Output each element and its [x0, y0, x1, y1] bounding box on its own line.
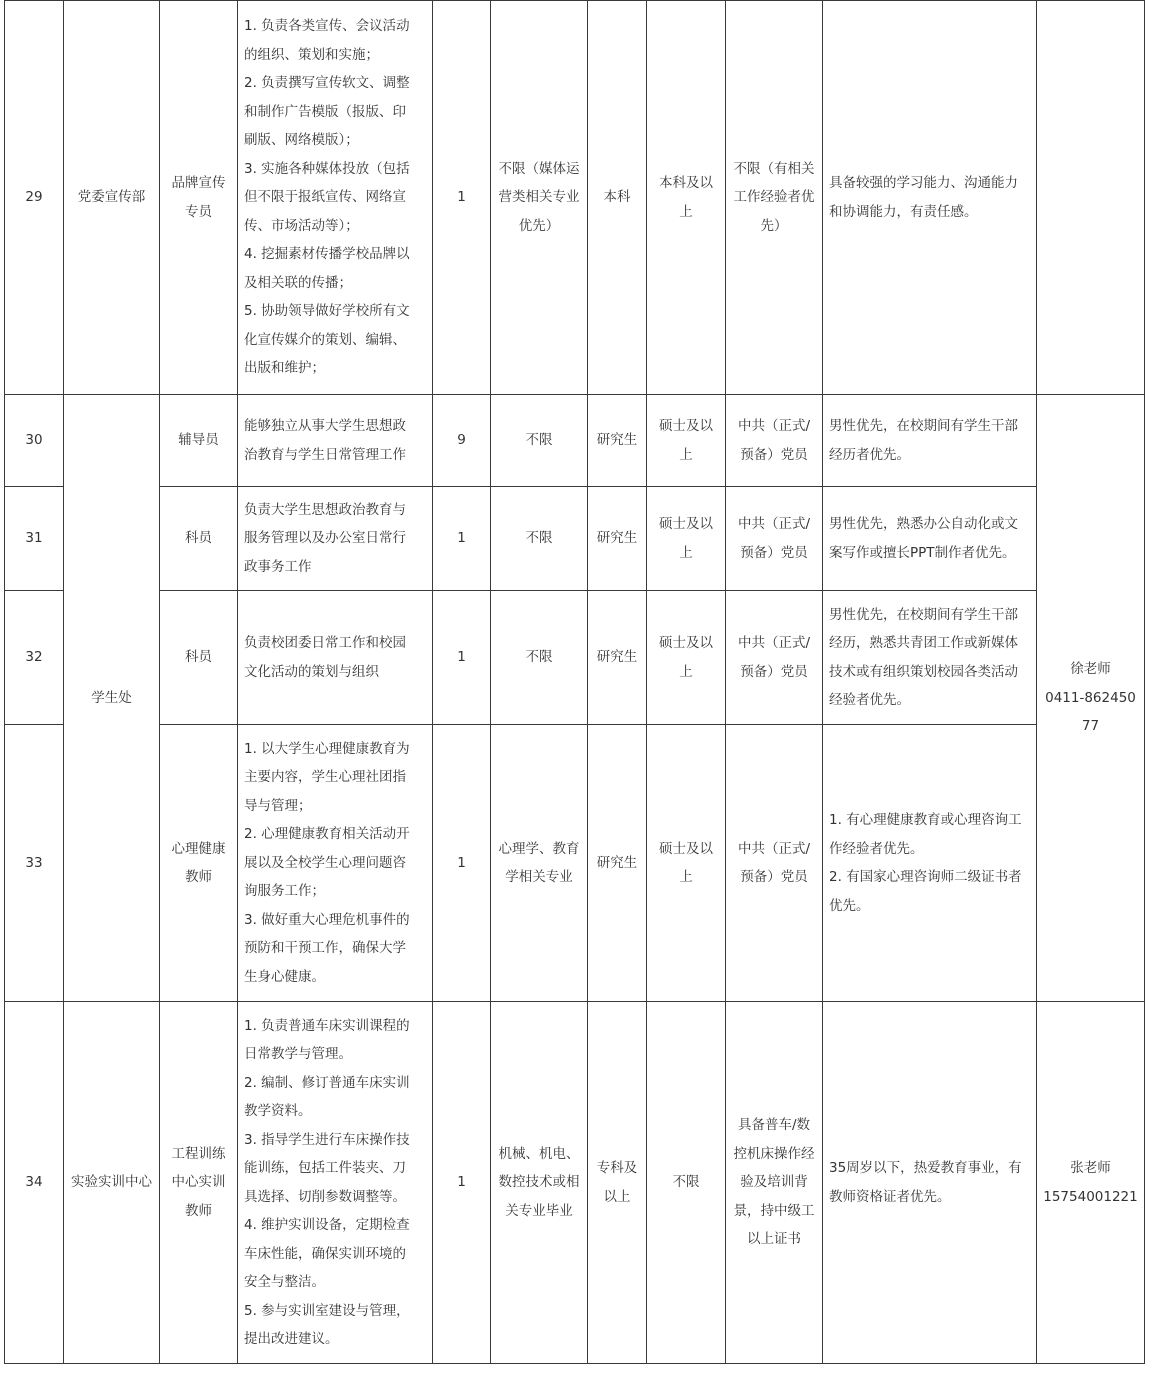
- count-cell: 1: [433, 1, 491, 395]
- major-cell: [491, 591, 588, 725]
- cell-line: 5. 参与实训室建设与管理，: [244, 1302, 410, 1319]
- cell-line: 2. 有国家心理咨询师二级证书者: [829, 869, 1022, 885]
- cell-line: 不限（有相关: [733, 160, 815, 177]
- cell-line: 学相关专业: [505, 869, 573, 885]
- count-cell: 1: [433, 591, 491, 725]
- cell-line: 预备）党员: [740, 869, 808, 885]
- cell-line: 日常教学与管理。: [244, 1046, 352, 1062]
- cell-line: 科员: [185, 530, 212, 547]
- cell-line: 预备）党员: [740, 544, 808, 561]
- cell-line: 男性优先，在校期间有学生干部: [829, 606, 1018, 623]
- position-cell: [160, 1002, 238, 1364]
- row-number: 33: [5, 725, 64, 1002]
- cell-line: 不限: [525, 530, 553, 547]
- contact-phone: 0411-86245077: [1045, 689, 1136, 735]
- duties-cell: [238, 1, 433, 395]
- cell-line: 研究生: [596, 530, 638, 547]
- count-cell: 1: [433, 1002, 491, 1364]
- table-row: [5, 1002, 1145, 1364]
- cell-line: 2. 编制、修订普通车床实训: [244, 1074, 410, 1091]
- degree-cell: [647, 1, 726, 395]
- contact-name: 张老师: [1070, 1160, 1111, 1176]
- cell-line: 负责校团委日常工作和校园: [244, 635, 406, 651]
- cell-line: 上: [679, 663, 693, 680]
- requirements-cell: [823, 1, 1037, 395]
- position-cell: [160, 725, 238, 1002]
- cell-line: 专员: [185, 203, 212, 220]
- education-cell: [588, 1002, 647, 1364]
- cell-line: 教师: [185, 869, 212, 885]
- cell-line: 硕士及以: [659, 840, 713, 857]
- cell-line: 中心实训: [171, 1174, 226, 1191]
- requirements-cell: [823, 1002, 1037, 1364]
- cell-line: 及相关联的传播；: [244, 274, 352, 291]
- cell-line: 作经验者优先。: [829, 840, 924, 857]
- requirements-cell: [823, 487, 1037, 591]
- cell-line: 3. 做好重大心理危机事件的: [244, 911, 410, 928]
- cell-line: 1. 以大学生心理健康教育为: [244, 740, 410, 757]
- cell-line: 能够独立从事大学生思想政: [244, 418, 406, 434]
- cell-line: 1. 负责各类宣传、会议活动: [244, 18, 410, 35]
- cell-line: 教学资料。: [244, 1103, 312, 1119]
- cell-line: 关专业毕业: [505, 1202, 573, 1219]
- cell-line: 2. 心理健康教育相关活动开: [244, 826, 410, 843]
- cell-line: 文化活动的策划与组织: [244, 663, 379, 680]
- cell-line: 和协调能力，有责任感。: [829, 203, 978, 220]
- cell-line: 以上: [603, 1188, 631, 1205]
- cell-line: 硕士及以: [659, 635, 713, 651]
- degree-cell: [647, 725, 726, 1002]
- table-row: [5, 487, 1145, 591]
- cell-line: 和制作广告模版（报版、印: [244, 103, 406, 120]
- cell-line: 预防和干预工作，确保大学: [244, 940, 406, 957]
- cell-line: 研究生: [596, 432, 638, 449]
- politics-cell: [726, 1, 823, 395]
- cell-line: 技术或有组织策划校园各类活动: [829, 663, 1018, 680]
- cell-line: 教师资格证者优先。: [829, 1188, 951, 1205]
- politics-cell: [726, 395, 823, 487]
- cell-line: 化宣传媒介的策划、编辑、: [244, 331, 406, 348]
- row-number: 30: [5, 395, 64, 487]
- cell-line: 数控技术或相: [498, 1174, 580, 1191]
- requirements-cell: [823, 591, 1037, 725]
- cell-line: 研究生: [596, 854, 638, 871]
- cell-line: 不限: [525, 432, 553, 449]
- cell-line: 硕士及以: [659, 418, 713, 434]
- cell-line: 专科及: [596, 1160, 638, 1176]
- count-cell: 9: [433, 395, 491, 487]
- table-row: [5, 1, 1145, 395]
- position-cell: [160, 591, 238, 725]
- cell-line: 心理健康: [171, 840, 226, 857]
- education-cell: [588, 395, 647, 487]
- cell-line: 但不限于报纸宣传、网络宣: [244, 189, 406, 206]
- cell-line: 3. 实施各种媒体投放（包括: [244, 160, 410, 177]
- table-row: [5, 725, 1145, 1002]
- department-cell: 学生处: [64, 395, 160, 1002]
- cell-line: 教师: [185, 1202, 212, 1219]
- cell-line: 35周岁以下，热爱教育事业，有: [829, 1160, 1022, 1176]
- cell-line: 生身心健康。: [244, 968, 325, 985]
- cell-line: 男性优先，熟悉办公自动化或文: [829, 516, 1018, 532]
- cell-line: 本科及以: [659, 175, 713, 191]
- major-cell: [491, 1002, 588, 1364]
- cell-line: 上: [679, 869, 693, 885]
- cell-line: 上: [679, 544, 693, 561]
- cell-line: 本科: [603, 189, 631, 206]
- requirements-cell: [823, 395, 1037, 487]
- education-cell: [588, 1, 647, 395]
- cell-line: 机械、机电、: [498, 1145, 580, 1162]
- politics-cell: [726, 487, 823, 591]
- cell-line: 1. 有心理健康教育或心理咨询工: [829, 812, 1022, 828]
- degree-cell: [647, 487, 726, 591]
- duties-cell: [238, 395, 433, 487]
- cell-line: 主要内容，学生心理社团指: [244, 769, 406, 786]
- row-number: 34: [5, 1002, 64, 1364]
- cell-line: 经历者优先。: [829, 446, 910, 463]
- education-cell: [588, 591, 647, 725]
- major-cell: [491, 487, 588, 591]
- requirements-cell: [823, 725, 1037, 1002]
- cell-line: 4. 维护实训设备，定期检查: [244, 1217, 410, 1233]
- cell-line: 具备普车/数: [737, 1117, 811, 1134]
- row-number: 29: [5, 1, 64, 395]
- table-row: [5, 395, 1145, 487]
- politics-cell: [726, 1002, 823, 1364]
- cell-line: 验及培训背: [740, 1174, 808, 1191]
- cell-line: 上: [679, 203, 693, 220]
- cell-line: 优先）: [518, 217, 560, 234]
- contact-cell: [1037, 395, 1145, 1002]
- cell-line: 辅导员: [178, 432, 219, 449]
- contact-cell-empty: [1037, 1, 1145, 395]
- cell-line: 景，持中级工: [733, 1202, 815, 1219]
- cell-line: 传、市场活动等）；: [244, 217, 359, 234]
- duties-cell: [238, 725, 433, 1002]
- cell-line: 安全与整洁。: [244, 1274, 325, 1290]
- politics-cell: [726, 725, 823, 1002]
- cell-line: 男性优先，在校期间有学生干部: [829, 418, 1018, 434]
- cell-line: 预备）党员: [740, 446, 808, 463]
- department-cell: 实验实训中心: [64, 1002, 160, 1364]
- cell-line: 导与管理；: [244, 797, 312, 814]
- cell-line: 案写作或擅长PPT制作者优先。: [829, 544, 1016, 561]
- count-cell: 1: [433, 725, 491, 1002]
- cell-line: 中共（正式/: [737, 840, 811, 857]
- row-number: 32: [5, 591, 64, 725]
- cell-line: 不限（媒体运: [498, 160, 580, 177]
- cell-line: 营类相关专业: [498, 189, 580, 206]
- cell-line: 中共（正式/: [737, 516, 811, 532]
- recruitment-table: [4, 0, 1145, 1364]
- cell-line: 心理学、教育: [498, 840, 580, 857]
- cell-line: 不限: [525, 649, 553, 666]
- major-cell: [491, 395, 588, 487]
- degree-cell: [647, 591, 726, 725]
- cell-line: 刷版、网络模版）；: [244, 132, 359, 149]
- duties-cell: [238, 487, 433, 591]
- education-cell: [588, 725, 647, 1002]
- education-cell: [588, 487, 647, 591]
- cell-line: 的组织、策划和实施；: [244, 46, 379, 63]
- cell-line: 品牌宣传: [171, 175, 226, 191]
- cell-line: 政事务工作: [244, 558, 312, 575]
- cell-line: 中共（正式/: [737, 635, 811, 651]
- cell-line: 5. 协助领导做好学校所有文: [244, 303, 410, 320]
- contact-phone: 15754001221: [1043, 1188, 1138, 1205]
- position-cell: [160, 395, 238, 487]
- cell-line: 服务管理以及办公室日常行: [244, 530, 406, 547]
- degree-cell: [647, 1002, 726, 1364]
- cell-line: 不限: [672, 1174, 700, 1191]
- cell-line: 展以及全校学生心理问题咨: [244, 854, 406, 871]
- cell-line: 硕士及以: [659, 516, 713, 532]
- department-cell: 党委宣传部: [64, 1, 160, 395]
- cell-line: 经验者优先。: [829, 692, 910, 708]
- cell-line: 具选择、切削参数调整等。: [244, 1188, 406, 1205]
- cell-line: 3. 指导学生进行车床操作技: [244, 1131, 410, 1148]
- contact-name: 徐老师: [1070, 661, 1111, 678]
- cell-line: 以上证书: [747, 1231, 801, 1248]
- cell-line: 中共（正式/: [737, 418, 811, 434]
- position-cell: [160, 1, 238, 395]
- cell-line: 提出改进建议。: [244, 1331, 339, 1347]
- cell-line: 研究生: [596, 649, 638, 666]
- cell-line: 工作经验者优: [733, 189, 815, 206]
- cell-line: 经历，熟悉共青团工作或新媒体: [829, 635, 1018, 651]
- contact-cell: [1037, 1002, 1145, 1364]
- cell-line: 具备较强的学习能力、沟通能力: [829, 175, 1018, 191]
- cell-line: 负责大学生思想政治教育与: [244, 501, 406, 518]
- cell-line: 治教育与学生日常管理工作: [244, 446, 406, 463]
- cell-line: 优先。: [829, 897, 870, 914]
- cell-line: 科员: [185, 649, 212, 666]
- table-row: [5, 591, 1145, 725]
- cell-line: 先）: [760, 217, 788, 234]
- politics-cell: [726, 591, 823, 725]
- cell-line: 车床性能，确保实训环境的: [244, 1245, 406, 1262]
- cell-line: 预备）党员: [740, 663, 808, 680]
- major-cell: [491, 725, 588, 1002]
- degree-cell: [647, 395, 726, 487]
- count-cell: 1: [433, 487, 491, 591]
- row-number: 31: [5, 487, 64, 591]
- duties-cell: [238, 1002, 433, 1364]
- major-cell: [491, 1, 588, 395]
- cell-line: 2. 负责撰写宣传软文、调整: [244, 75, 410, 92]
- cell-line: 询服务工作；: [244, 883, 325, 900]
- cell-line: 控机床操作经: [733, 1145, 815, 1162]
- cell-line: 上: [679, 446, 693, 463]
- cell-line: 4. 挖掘素材传播学校品牌以: [244, 246, 410, 263]
- cell-line: 1. 负责普通车床实训课程的: [244, 1017, 410, 1034]
- cell-line: 工程训练: [171, 1145, 226, 1162]
- duties-cell: [238, 591, 433, 725]
- cell-line: 能训练，包括工件装夹、刀: [244, 1160, 406, 1176]
- cell-line: 出版和维护；: [244, 360, 325, 377]
- position-cell: [160, 487, 238, 591]
